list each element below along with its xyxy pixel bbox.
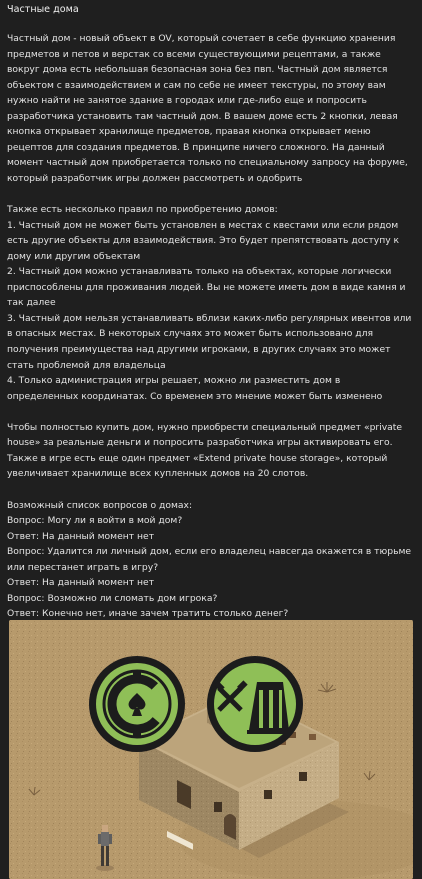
post-text-line: объектом с взаимодействием и сам по себе не имеет текстуры, по этому вам	[7, 79, 386, 91]
post-text-line: Также в игре есть еще один предмет «Extend private house storage», который	[7, 452, 388, 464]
post-text-line: нужно найти не занятое здание в городах или где-либо еще и попросить	[7, 95, 367, 107]
post-text-line: Вопрос: Удалится ли личный дом, если его владелец навсегда окажется в тюрьме	[7, 546, 412, 558]
post-title: Частные дома	[7, 4, 79, 15]
post-text-line: рецептов для создания предметов. В принципе ничего сложного. На данный	[7, 141, 385, 153]
post-text-line: дому или другим объектам	[7, 250, 141, 262]
post-text-line: 3. Частный дом нельзя устанавливать вблизи каких-либо регулярных ивентов или	[7, 312, 412, 324]
post-text-line: получения преимущества над другими игроками, в других случаях это может	[7, 344, 391, 355]
post-text-line: момент частный дом приобретается только по специальному запросу на форуме,	[7, 157, 408, 169]
post-text-line: увеличивает хранилище всех купленных домов на 20 слотов.	[7, 468, 309, 480]
game-screenshot	[9, 620, 413, 879]
post-text-line: 1. Частный дом не может быть установлен в местах с квестами или если рядом	[7, 219, 399, 231]
post-text-line: Ответ: На данный момент нет	[7, 577, 155, 589]
post-text-line: или перестанет играть в игру?	[7, 561, 159, 573]
post-text-line: стать проблемой для владельца	[7, 359, 166, 371]
post-text-line: Вопрос: Могу ли я войти в мой дом?	[7, 515, 183, 526]
post-text-line: кнопка открывает хранилище предметов, правая кнопка открывает меню	[7, 126, 371, 138]
post-text-line: который разработчик игры должен рассмотреть и одобрить	[7, 173, 303, 184]
post-text-line: Вопрос: Возможно ли сломать дом игрока?	[7, 592, 218, 604]
post-text-line: предметов и петов и верстак со всеми существующими рецептами, а также	[7, 48, 381, 60]
post-text-line: вокруг дома есть небольшая безопасная зона без пвп. Частный дом является	[7, 64, 388, 76]
game-scene	[9, 620, 413, 879]
post-text-line: есть другие объекты для взаимодействия. Это будет препятствовать доступу к	[7, 235, 400, 247]
post-text-line: Также есть несколько правил по приобретению домов:	[7, 204, 278, 216]
post-text-line: разработчика установить там частный дом. В вашем доме есть 2 кнопки, левая	[7, 110, 398, 122]
post-text-line: house» за реальные деньги и попросить разработчика игры активировать его.	[7, 437, 393, 449]
post-text-line: 2. Частный дом можно устанавливать только на объектах, которые логически	[7, 266, 392, 278]
post-text-line: в опасных местах. В некоторых случаях это может быть использовано для	[7, 328, 374, 340]
post-text-line: Чтобы полностью купить дом, нужно приобрести специальный предмет «private	[7, 421, 403, 433]
post-text-line: Частный дом - новый объект в OV, который сочетает в себе функцию хранения	[7, 33, 396, 44]
crafting-workbench-icon[interactable]	[207, 656, 303, 752]
post-text-line: Возможный список вопросов о домах:	[7, 499, 193, 511]
post-text-line: Ответ: Конечно нет, иначе зачем тратить столько денег?	[7, 608, 289, 620]
storage-coin-icon[interactable]	[89, 656, 185, 752]
post-text-line: 4. Только администрация игры решает, можно ли разместить дом в	[7, 375, 341, 387]
post-text-line: Ответ: На данный момент нет	[7, 530, 155, 542]
post-text-line: приспособлены для проживания людей. Вы не можете иметь дом в виде камня и	[7, 281, 406, 293]
post-text-line: так далее	[7, 297, 56, 309]
post-text-line: определенных координатах. Со временем это мнение может быть изменено	[7, 390, 383, 402]
